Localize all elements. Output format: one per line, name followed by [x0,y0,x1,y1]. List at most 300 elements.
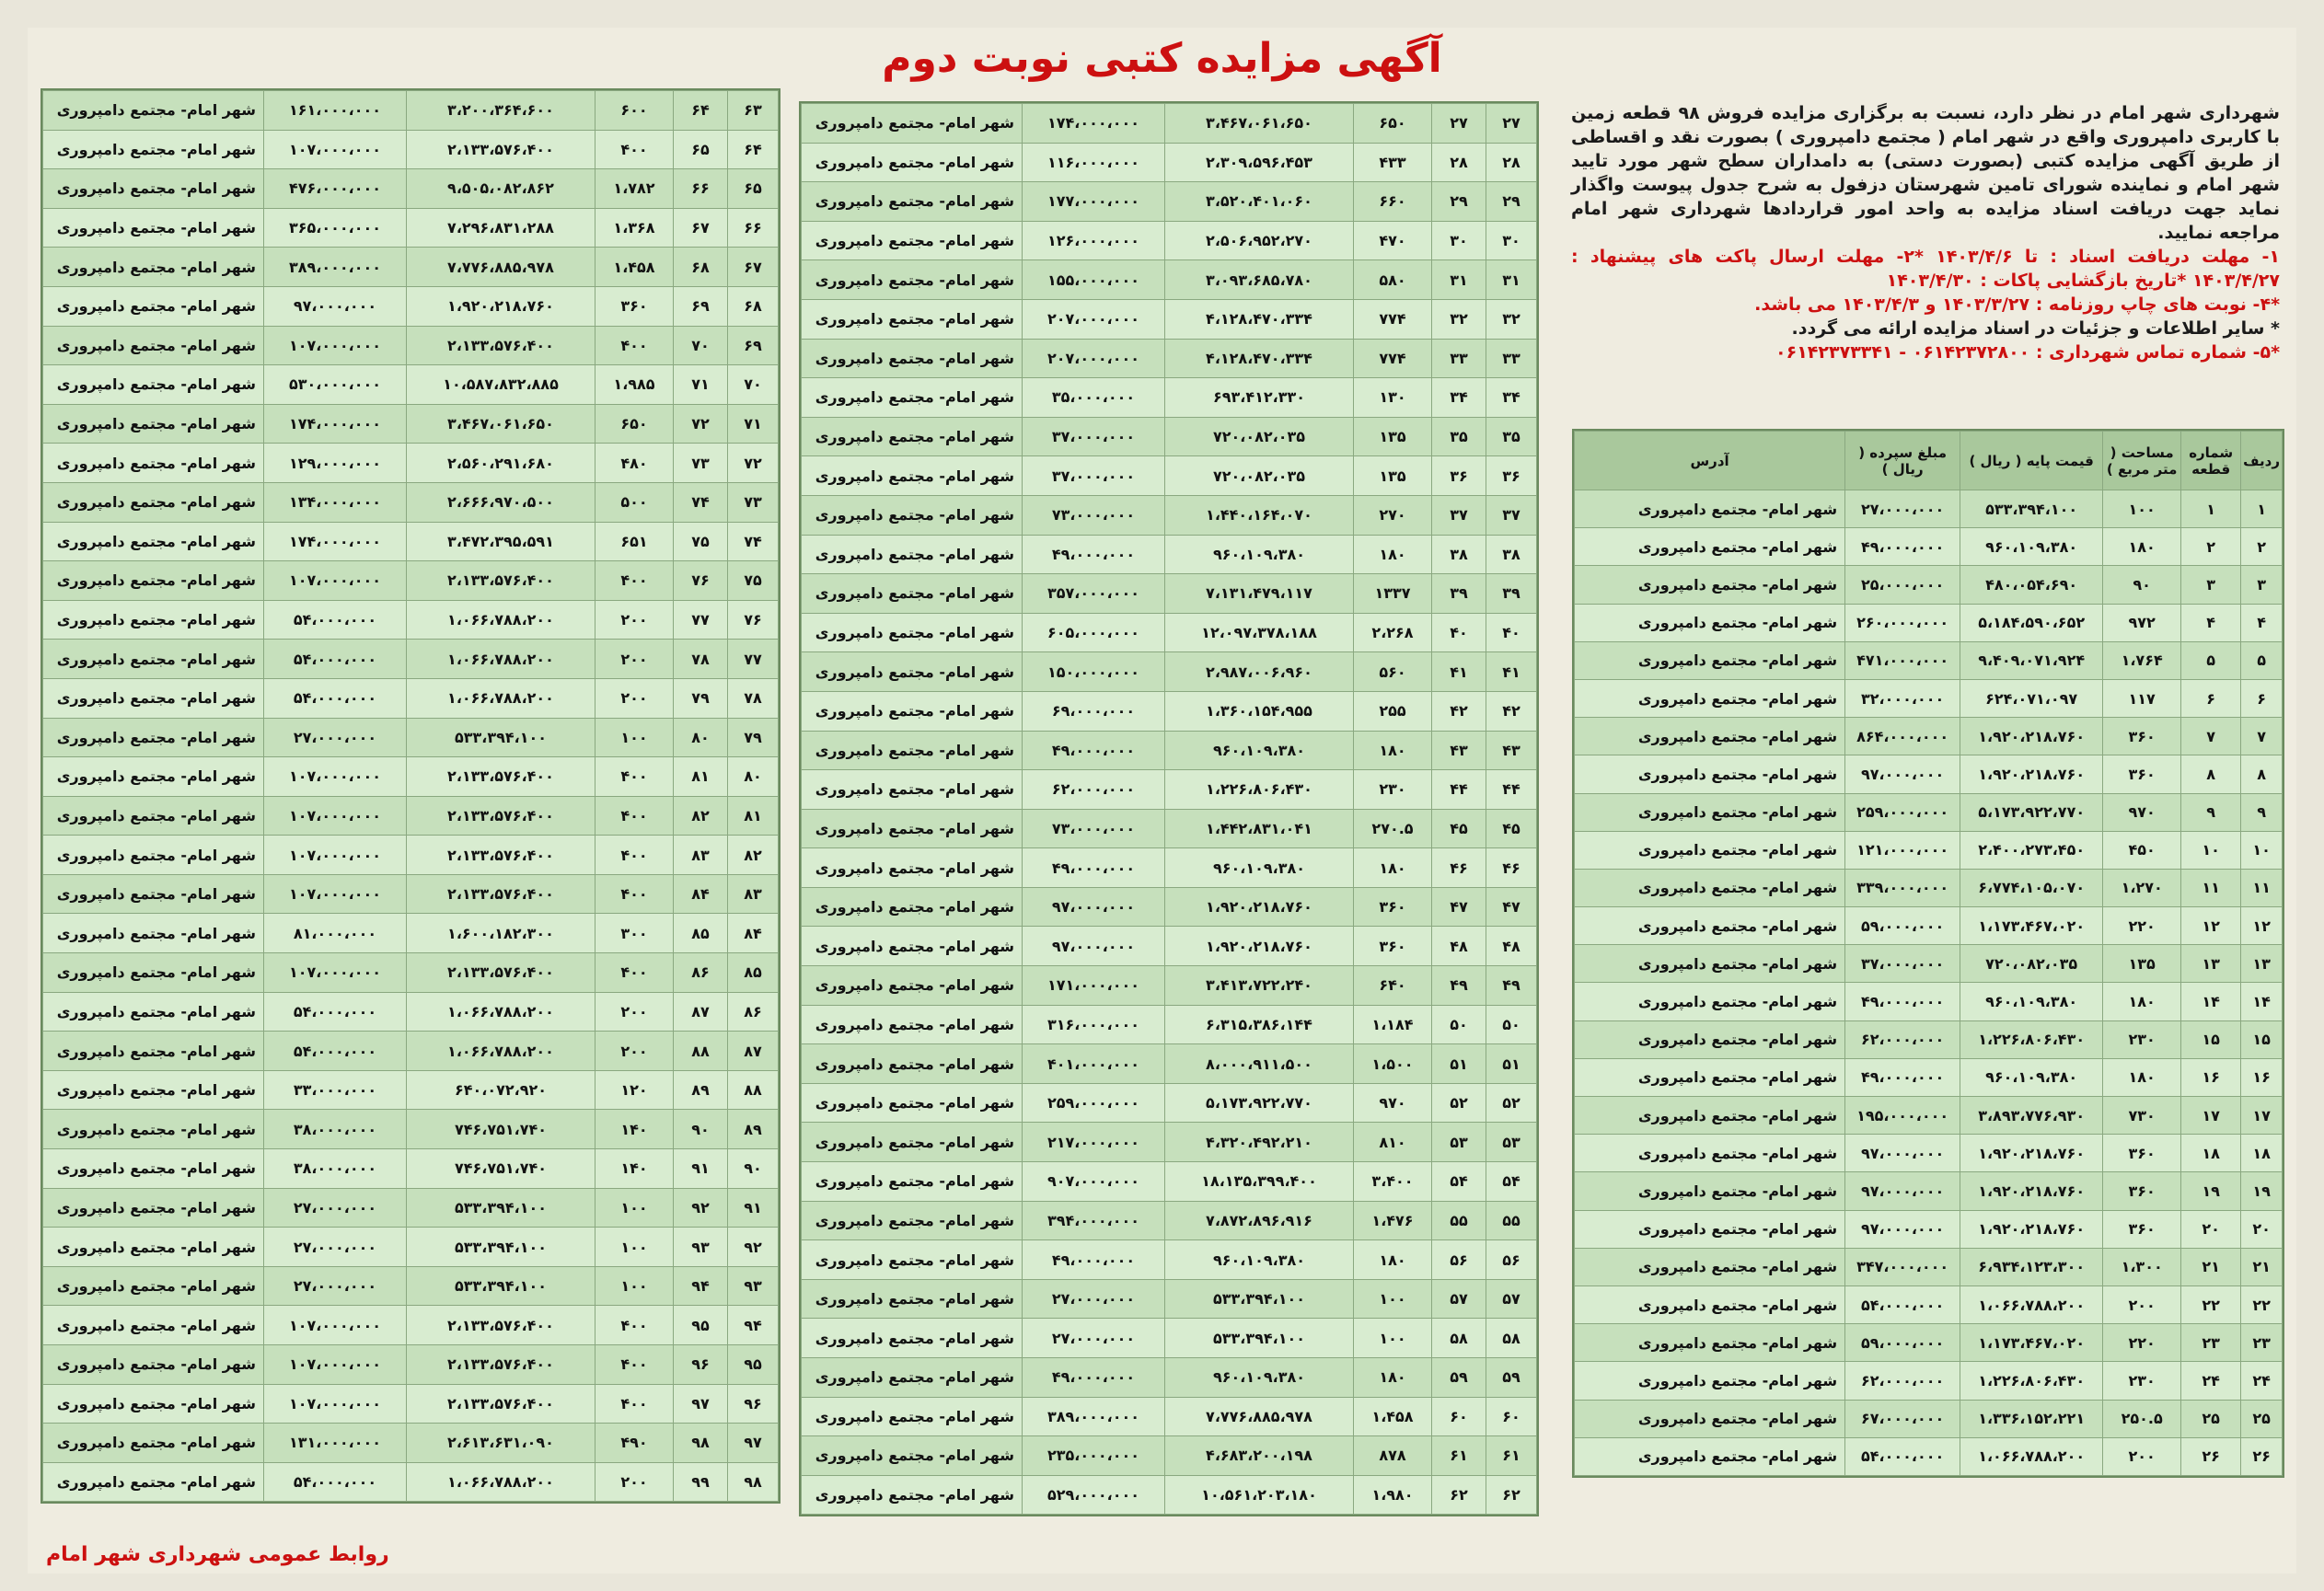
lot-number-cell: ۱ [2181,490,2241,528]
lot-number-cell: ۶ [2181,679,2241,717]
table-row [1575,945,2283,983]
deposit-cell: ۹۷،۰۰۰،۰۰۰ [1845,1135,1960,1172]
address-cell: شهر امام- مجتمع دامپروری [43,561,264,601]
lot-number-cell: ۱۷ [2181,1097,2241,1135]
base-price-cell: ۵،۱۷۳،۹۲۲،۷۷۰ [1960,793,2103,831]
table-row [43,1228,779,1267]
row-number-cell: ۷۵ [728,561,779,601]
base-price-cell: ۹۶۰،۱۰۹،۳۸۰ [1960,1058,2103,1096]
base-price-cell: ۵۳۳،۳۹۴،۱۰۰ [1165,1319,1354,1358]
row-number-cell: ۳۶ [1486,456,1537,496]
address-cell: شهر امام- مجتمع دامپروری [43,365,264,405]
address-cell: شهر امام- مجتمع دامپروری [43,757,264,797]
table-row [1575,718,2283,755]
table-row [43,1070,779,1110]
table-row [802,378,1537,418]
table-row [1575,490,2283,528]
address-cell: شهر امام- مجتمع دامپروری [802,1436,1023,1476]
address-cell: شهر امام- مجتمع دامپروری [43,1266,264,1306]
address-cell: شهر امام- مجتمع دامپروری [802,770,1023,810]
area-cell: ۱۳۰ [1354,378,1432,418]
deposit-cell: ۱۵۰،۰۰۰،۰۰۰ [1023,652,1165,692]
area-cell: ۳۶۰ [2103,1210,2181,1248]
address-cell: شهر امام- مجتمع دامپروری [1575,1172,1845,1210]
row-number-cell: ۵۹ [1486,1358,1537,1398]
lot-number-cell: ۹۸ [674,1424,728,1463]
area-cell: ۷۷۴ [1354,339,1432,378]
address-cell: شهر امام- مجتمع دامپروری [802,1475,1023,1515]
deposit-cell: ۶۰۵،۰۰۰،۰۰۰ [1023,613,1165,652]
lot-number-cell: ۲۵ [2181,1400,2241,1437]
table-row [802,809,1537,848]
table-row [802,1044,1537,1084]
row-number-cell: ۶۷ [728,248,779,287]
base-price-cell: ۱،۹۲۰،۲۱۸،۷۶۰ [1960,1135,2103,1172]
row-number-cell: ۷۶ [728,600,779,640]
lot-number-cell: ۳۹ [1432,574,1486,614]
address-cell: شهر امام- مجتمع دامپروری [802,927,1023,966]
deposit-cell: ۲۷،۰۰۰،۰۰۰ [264,1188,407,1228]
area-cell: ۴۰۰ [595,836,674,875]
lot-number-cell: ۲ [2181,528,2241,566]
address-cell: شهر امام- مجتمع دامپروری [1575,1400,1845,1437]
base-price-cell: ۲،۱۳۳،۵۷۶،۴۰۰ [407,1345,595,1385]
row-number-cell: ۹۷ [728,1424,779,1463]
area-cell: ۹۰ [2103,566,2181,604]
address-cell: شهر امام- مجتمع دامپروری [802,1279,1023,1319]
deposit-cell: ۴۹،۰۰۰،۰۰۰ [1023,848,1165,888]
lot-number-cell: ۴ [2181,604,2241,641]
table-row [1575,1020,2283,1058]
base-price-cell: ۷،۱۳۱،۴۷۹،۱۱۷ [1165,574,1354,614]
area-cell: ۴۰۰ [595,953,674,993]
address-cell: شهر امام- مجتمع دامپروری [43,874,264,914]
row-number-cell: ۷۷ [728,640,779,679]
deposit-cell: ۵۳۰،۰۰۰،۰۰۰ [264,365,407,405]
address-cell: شهر امام- مجتمع دامپروری [1575,718,1845,755]
address-cell: شهر امام- مجتمع دامپروری [43,1032,264,1071]
deposit-cell: ۷۳،۰۰۰،۰۰۰ [1023,495,1165,535]
row-number-cell: ۴۷ [1486,887,1537,927]
table-row [43,1110,779,1149]
address-cell: شهر امام- مجتمع دامپروری [802,182,1023,222]
address-cell: شهر امام- مجتمع دامپروری [1575,1285,1845,1323]
area-cell: ۶۵۰ [1354,104,1432,144]
deposit-cell: ۵۴،۰۰۰،۰۰۰ [264,640,407,679]
deposit-cell: ۱۰۷،۰۰۰،۰۰۰ [264,130,407,169]
address-cell: شهر امام- مجتمع دامپروری [802,221,1023,260]
row-number-cell: ۶۰ [1486,1397,1537,1436]
table-row [802,652,1537,692]
base-price-cell: ۲،۱۳۳،۵۷۶،۴۰۰ [407,130,595,169]
address-cell: شهر امام- مجتمع دامپروری [43,678,264,718]
header-base-price: قیمت پایه ( ریال ) [1960,432,2103,490]
deposit-cell: ۱۲۶،۰۰۰،۰۰۰ [1023,221,1165,260]
row-number-cell: ۳۱ [1486,260,1537,300]
table-row [43,1266,779,1306]
area-cell: ۶۰۰ [595,91,674,131]
deposit-cell: ۱۱۶،۰۰۰،۰۰۰ [1023,143,1165,182]
table-row [1575,528,2283,566]
deposit-cell: ۱۷۴،۰۰۰،۰۰۰ [264,522,407,561]
address-cell: شهر امام- مجتمع دامپروری [802,652,1023,692]
deposit-cell: ۱۷۴،۰۰۰،۰۰۰ [264,404,407,444]
lot-number-cell: ۴۱ [1432,652,1486,692]
address-cell: شهر امام- مجتمع دامپروری [1575,679,1845,717]
row-number-cell: ۱۹ [2241,1172,2283,1210]
lot-number-cell: ۴۰ [1432,613,1486,652]
base-price-cell: ۷۲۰،۰۸۲،۰۳۵ [1165,456,1354,496]
base-price-cell: ۱،۹۲۰،۲۱۸،۷۶۰ [1960,1210,2103,1248]
deposit-cell: ۸۱،۰۰۰،۰۰۰ [264,914,407,953]
lot-number-cell: ۲۶ [2181,1437,2241,1475]
area-cell: ۱،۳۶۸ [595,208,674,248]
footer-signature: روابط عمومی شهرداری شهر امام [46,1543,389,1566]
deposit-cell: ۵۹،۰۰۰،۰۰۰ [1845,1324,1960,1362]
row-number-cell: ۲۰ [2241,1210,2283,1248]
lot-number-cell: ۳۵ [1432,417,1486,456]
area-cell: ۱۲۰ [595,1070,674,1110]
deposit-cell: ۱۰۷،۰۰۰،۰۰۰ [264,796,407,836]
deposit-cell: ۸۶۴،۰۰۰،۰۰۰ [1845,718,1960,755]
row-number-cell: ۳۴ [1486,378,1537,418]
table-row [1575,1210,2283,1248]
address-cell: شهر امام- مجتمع دامپروری [802,1162,1023,1202]
table-row [43,640,779,679]
address-cell: شهر امام- مجتمع دامپروری [802,1397,1023,1436]
area-cell: ۳۶۰ [2103,1172,2181,1210]
table-row [1575,907,2283,945]
row-number-cell: ۴۴ [1486,770,1537,810]
table-row [802,104,1537,144]
deposit-cell: ۴۹،۰۰۰،۰۰۰ [1845,983,1960,1020]
lot-number-cell: ۲۰ [2181,1210,2241,1248]
row-number-cell: ۷۰ [728,365,779,405]
address-cell: شهر امام- مجتمع دامپروری [43,1149,264,1189]
row-number-cell: ۸۴ [728,914,779,953]
base-price-cell: ۱،۴۴۰،۱۶۴،۰۷۰ [1165,495,1354,535]
area-cell: ۲۷۰ [1354,495,1432,535]
area-cell: ۶۴۰ [1354,966,1432,1006]
address-cell: شهر امام- مجتمع دامپروری [802,1319,1023,1358]
deposit-cell: ۱۰۷،۰۰۰،۰۰۰ [264,1306,407,1345]
area-cell: ۹۷۲ [2103,604,2181,641]
area-cell: ۱۸۰ [1354,1358,1432,1398]
base-price-cell: ۲،۶۱۳،۶۳۱،۰۹۰ [407,1424,595,1463]
table-row [43,1188,779,1228]
deposit-cell: ۶۲،۰۰۰،۰۰۰ [1845,1020,1960,1058]
lot-number-cell: ۵۰ [1432,1005,1486,1044]
base-price-cell: ۱،۰۶۶،۷۸۸،۲۰۰ [1960,1285,2103,1323]
row-number-cell: ۸۷ [728,1032,779,1071]
row-number-cell: ۱۱ [2241,869,2283,906]
base-price-cell: ۳،۴۶۷،۰۶۱،۶۵۰ [1165,104,1354,144]
area-cell: ۴۰۰ [595,1384,674,1424]
address-cell: شهر امام- مجتمع دامپروری [43,1345,264,1385]
lot-number-cell: ۱۲ [2181,907,2241,945]
area-cell: ۶۵۱ [595,522,674,561]
table-row [1575,869,2283,906]
base-price-cell: ۱،۱۷۳،۴۶۷،۰۲۰ [1960,1324,2103,1362]
lot-number-cell: ۹ [2181,793,2241,831]
deposit-cell: ۳۳۹،۰۰۰،۰۰۰ [1845,869,1960,906]
area-cell: ۱۳۵ [1354,417,1432,456]
lot-number-cell: ۶۹ [674,286,728,326]
area-cell: ۲۳۰ [2103,1362,2181,1400]
base-price-cell: ۷،۲۹۶،۸۳۱،۲۸۸ [407,208,595,248]
table-row [802,574,1537,614]
deposit-cell: ۵۴،۰۰۰،۰۰۰ [1845,1285,1960,1323]
header-deposit: مبلغ سپرده ( ریال ) [1845,432,1960,490]
area-cell: ۷۳۰ [2103,1097,2181,1135]
newspaper-ad [28,28,2296,1574]
row-number-cell: ۸۸ [728,1070,779,1110]
table-row [43,1345,779,1385]
row-number-cell: ۸۵ [728,953,779,993]
table-row [802,221,1537,260]
table-row [1575,641,2283,679]
table-row [802,731,1537,770]
table-row [802,535,1537,574]
address-cell: شهر امام- مجتمع دامپروری [1575,566,1845,604]
table-row [43,561,779,601]
area-cell: ۴۰۰ [595,561,674,601]
lot-number-cell: ۷ [2181,718,2241,755]
deposit-cell: ۵۴،۰۰۰،۰۰۰ [264,992,407,1032]
lot-number-cell: ۸۴ [674,874,728,914]
row-number-cell: ۵۷ [1486,1279,1537,1319]
area-cell: ۱،۴۵۸ [1354,1397,1432,1436]
row-number-cell: ۲۵ [2241,1400,2283,1437]
table-row [802,1240,1537,1280]
row-number-cell: ۳۵ [1486,417,1537,456]
area-cell: ۱۰۰ [595,1266,674,1306]
address-cell: شهر امام- مجتمع دامپروری [43,1070,264,1110]
deposit-cell: ۲۷،۰۰۰،۰۰۰ [264,718,407,757]
lot-number-cell: ۷۸ [674,640,728,679]
area-cell: ۴۰۰ [595,796,674,836]
table-row [43,286,779,326]
table-row [43,208,779,248]
base-price-cell: ۳،۲۰۰،۳۶۴،۶۰۰ [407,91,595,131]
table-row [43,444,779,483]
area-cell: ۷۷۴ [1354,299,1432,339]
row-number-cell: ۵۶ [1486,1240,1537,1280]
row-number-cell: ۶۴ [728,130,779,169]
table-row [43,678,779,718]
deposit-cell: ۵۴،۰۰۰،۰۰۰ [1845,1437,1960,1475]
address-cell: شهر امام- مجتمع دامپروری [43,404,264,444]
lot-number-cell: ۳۱ [1432,260,1486,300]
area-cell: ۱۴۰ [595,1149,674,1189]
row-number-cell: ۴۶ [1486,848,1537,888]
area-cell: ۴۰۰ [595,326,674,365]
row-number-cell: ۴۳ [1486,731,1537,770]
deposit-cell: ۱۶۱،۰۰۰،۰۰۰ [264,91,407,131]
base-price-cell: ۲،۶۶۶،۹۷۰،۵۰۰ [407,482,595,522]
deposit-cell: ۲۷،۰۰۰،۰۰۰ [1845,490,1960,528]
area-cell: ۲،۲۶۸ [1354,613,1432,652]
deposit-cell: ۱۰۷،۰۰۰،۰۰۰ [264,836,407,875]
table-row [1575,755,2283,793]
table-row [1575,983,2283,1020]
address-cell: شهر امام- مجتمع دامپروری [43,286,264,326]
area-cell: ۳۶۰ [2103,755,2181,793]
table-row [43,1424,779,1463]
row-number-cell: ۷۸ [728,678,779,718]
header-area: مساحت ( متر مربع ) [2103,432,2181,490]
base-price-cell: ۱،۰۶۶،۷۸۸،۲۰۰ [1960,1437,2103,1475]
base-price-cell: ۹۶۰،۱۰۹،۳۸۰ [1960,528,2103,566]
table-row [1575,1097,2283,1135]
table-row [802,1123,1537,1162]
deposit-cell: ۱۳۴،۰۰۰،۰۰۰ [264,482,407,522]
base-price-cell: ۲،۱۳۳،۵۷۶،۴۰۰ [407,874,595,914]
row-number-cell: ۱۲ [2241,907,2283,945]
lot-number-cell: ۵۵ [1432,1201,1486,1240]
row-number-cell: ۷۴ [728,522,779,561]
address-cell: شهر امام- مجتمع دامپروری [802,339,1023,378]
row-number-cell: ۶۶ [728,208,779,248]
row-number-cell: ۶۱ [1486,1436,1537,1476]
row-number-cell: ۳ [2241,566,2283,604]
deposit-cell: ۱۰۷،۰۰۰،۰۰۰ [264,757,407,797]
base-price-cell: ۷،۷۷۶،۸۸۵،۹۷۸ [1165,1397,1354,1436]
row-number-cell: ۳۹ [1486,574,1537,614]
row-number-cell: ۶۲ [1486,1475,1537,1515]
lot-number-cell: ۲۷ [1432,104,1486,144]
area-cell: ۵۸۰ [1354,260,1432,300]
deposit-cell: ۹۷،۰۰۰،۰۰۰ [1845,1210,1960,1248]
area-cell: ۱،۵۰۰ [1354,1044,1432,1084]
row-number-cell: ۷۹ [728,718,779,757]
address-cell: شهر امام- مجتمع دامپروری [1575,528,1845,566]
lot-number-cell: ۹۵ [674,1306,728,1345]
area-cell: ۱،۹۸۰ [1354,1475,1432,1515]
table-row [802,1279,1537,1319]
address-cell: شهر امام- مجتمع دامپروری [802,574,1023,614]
deposit-cell: ۳۶۵،۰۰۰،۰۰۰ [264,208,407,248]
address-cell: شهر امام- مجتمع دامپروری [43,208,264,248]
base-price-cell: ۱،۰۶۶،۷۸۸،۲۰۰ [407,678,595,718]
row-number-cell: ۴۸ [1486,927,1537,966]
lot-number-cell: ۴۹ [1432,966,1486,1006]
lot-number-cell: ۷۳ [674,444,728,483]
row-number-cell: ۵۲ [1486,1083,1537,1123]
address-cell: شهر امام- مجتمع دامپروری [802,1201,1023,1240]
row-number-cell: ۹۱ [728,1188,779,1228]
lot-number-cell: ۳۰ [1432,221,1486,260]
lot-number-cell: ۹۱ [674,1149,728,1189]
deposit-cell: ۱۰۷،۰۰۰،۰۰۰ [264,561,407,601]
row-number-cell: ۴۱ [1486,652,1537,692]
row-number-cell: ۳۸ [1486,535,1537,574]
deposit-cell: ۲۷،۰۰۰،۰۰۰ [264,1266,407,1306]
row-number-cell: ۲۹ [1486,182,1537,222]
table-row [43,600,779,640]
deposit-cell: ۹۷،۰۰۰،۰۰۰ [1023,887,1165,927]
row-number-cell: ۳۰ [1486,221,1537,260]
area-cell: ۱۸۰ [1354,731,1432,770]
table-row [43,718,779,757]
address-cell: شهر امام- مجتمع دامپروری [802,1083,1023,1123]
deposit-cell: ۱۹۵،۰۰۰،۰۰۰ [1845,1097,1960,1135]
area-cell: ۳۶۰ [595,286,674,326]
area-cell: ۴۰۰ [595,874,674,914]
base-price-cell: ۳،۴۷۲،۳۹۵،۵۹۱ [407,522,595,561]
base-price-cell: ۶،۷۷۴،۱۰۵،۰۷۰ [1960,869,2103,906]
deposit-cell: ۵۴،۰۰۰،۰۰۰ [264,678,407,718]
address-cell: شهر امام- مجتمع دامپروری [43,1188,264,1228]
row-number-cell: ۴۲ [1486,691,1537,731]
lot-number-cell: ۵۹ [1432,1358,1486,1398]
deposit-cell: ۴۷۱،۰۰۰،۰۰۰ [1845,641,1960,679]
table-row [1575,1058,2283,1096]
row-number-cell: ۸۲ [728,836,779,875]
address-cell: شهر امام- مجتمع دامپروری [43,1110,264,1149]
base-price-cell: ۹،۴۰۹،۰۷۱،۹۲۴ [1960,641,2103,679]
area-cell: ۱۸۰ [1354,1240,1432,1280]
row-number-cell: ۷۳ [728,482,779,522]
deposit-cell: ۳۸،۰۰۰،۰۰۰ [264,1110,407,1149]
row-number-cell: ۵۰ [1486,1005,1537,1044]
base-price-cell: ۴،۱۲۸،۴۷۰،۳۳۴ [1165,299,1354,339]
address-cell: شهر امام- مجتمع دامپروری [43,1424,264,1463]
deposit-cell: ۲۵،۰۰۰،۰۰۰ [1845,566,1960,604]
address-cell: شهر امام- مجتمع دامپروری [1575,1097,1845,1135]
deposit-cell: ۳۷،۰۰۰،۰۰۰ [1845,945,1960,983]
address-cell: شهر امام- مجتمع دامپروری [802,104,1023,144]
row-number-cell: ۹۲ [728,1228,779,1267]
base-price-cell: ۱،۰۶۶،۷۸۸،۲۰۰ [407,992,595,1032]
base-price-cell: ۱،۰۶۶،۷۸۸،۲۰۰ [407,600,595,640]
base-price-cell: ۲،۱۳۳،۵۷۶،۴۰۰ [407,836,595,875]
row-number-cell: ۱۰ [2241,831,2283,869]
address-cell: شهر امام- مجتمع دامپروری [802,966,1023,1006]
area-cell: ۲۰۰ [595,640,674,679]
deposit-cell: ۵۲۹،۰۰۰،۰۰۰ [1023,1475,1165,1515]
table-row [43,914,779,953]
base-price-cell: ۳،۴۶۷،۰۶۱،۶۵۰ [407,404,595,444]
base-price-cell: ۱۲،۰۹۷،۳۷۸،۱۸۸ [1165,613,1354,652]
base-price-cell: ۲،۴۰۰،۲۷۳،۴۵۰ [1960,831,2103,869]
area-cell: ۱،۳۰۰ [2103,1248,2181,1285]
address-cell: شهر امام- مجتمع دامپروری [43,522,264,561]
address-cell: شهر امام- مجتمع دامپروری [802,1044,1023,1084]
address-cell: شهر امام- مجتمع دامپروری [43,600,264,640]
address-cell: شهر امام- مجتمع دامپروری [802,495,1023,535]
base-price-cell: ۶۲۴،۰۷۱،۰۹۷ [1960,679,2103,717]
table-row [43,992,779,1032]
deposit-cell: ۳۳،۰۰۰،۰۰۰ [264,1070,407,1110]
table-row [802,456,1537,496]
table-row [802,887,1537,927]
row-number-cell: ۸ [2241,755,2283,793]
table-row [1575,1324,2283,1362]
area-cell: ۱۰۰ [2103,490,2181,528]
deposit-cell: ۹۰۷،۰۰۰،۰۰۰ [1023,1162,1165,1202]
address-cell: شهر امام- مجتمع دامپروری [1575,1437,1845,1475]
lot-number-cell: ۳۷ [1432,495,1486,535]
area-cell: ۲۰۰ [595,1032,674,1071]
area-cell: ۲۲۰ [2103,907,2181,945]
area-cell: ۶۵۰ [595,404,674,444]
intro-deadlines: ۱- مهلت دریافت اسناد : تا ۱۴۰۳/۴/۶ *۲- مهلت ارسال پاکت های پیشنهاد : ۱۴۰۳/۴/۲۷ *تاریخ بازگشایی پاکات : ۱۴۰۳/۴/۳۰ [1571,247,2281,291]
deposit-cell: ۱۰۷،۰۰۰،۰۰۰ [264,326,407,365]
lot-number-cell: ۷۵ [674,522,728,561]
base-price-cell: ۶۴۰،۰۷۲،۹۲۰ [407,1070,595,1110]
intro-contact: *۵- شماره تماس شهرداری : ۰۶۱۴۲۳۷۲۸۰۰ - ۰۶۱۴۲۳۷۳۳۴۱ [1775,342,2280,363]
